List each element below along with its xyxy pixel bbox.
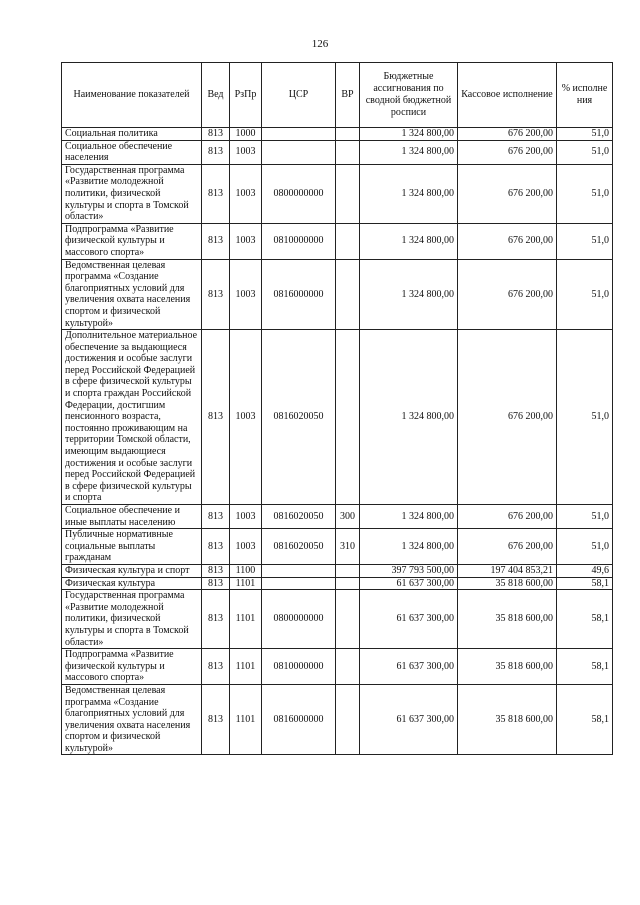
header-ved: Вед	[202, 63, 230, 128]
cell-vr	[336, 164, 360, 223]
cell-cash: 676 200,00	[458, 529, 557, 565]
cell-cash: 676 200,00	[458, 223, 557, 259]
header-csr: ЦСР	[262, 63, 336, 128]
table-row	[62, 223, 613, 259]
cell-csr: 0800000000	[262, 164, 336, 223]
cell-vr	[336, 140, 360, 164]
header-cash: Кассовое исполнение	[458, 63, 557, 128]
cell-ved: 813	[202, 564, 230, 577]
cell-vr	[336, 564, 360, 577]
table-row	[62, 649, 613, 685]
cell-rzpr: 1000	[230, 128, 262, 141]
cell-cash: 35 818 600,00	[458, 590, 557, 649]
cell-csr: 0810000000	[262, 223, 336, 259]
cell-cash: 35 818 600,00	[458, 649, 557, 685]
table-row	[62, 577, 613, 590]
cell-name: Государственная программа «Развитие молодежной политики, физической культуры и спорта в Томской области»	[62, 590, 202, 649]
cell-csr	[262, 577, 336, 590]
cell-budget: 1 324 800,00	[360, 164, 458, 223]
cell-rzpr: 1100	[230, 564, 262, 577]
cell-cash: 35 818 600,00	[458, 577, 557, 590]
cell-rzpr: 1101	[230, 577, 262, 590]
cell-cash: 676 200,00	[458, 128, 557, 141]
cell-budget: 1 324 800,00	[360, 128, 458, 141]
cell-budget: 1 324 800,00	[360, 505, 458, 529]
header-vr: ВР	[336, 63, 360, 128]
cell-cash: 676 200,00	[458, 330, 557, 505]
budget-table	[61, 62, 613, 755]
cell-cash: 197 404 853,21	[458, 564, 557, 577]
cell-cash: 676 200,00	[458, 505, 557, 529]
cell-rzpr: 1003	[230, 529, 262, 565]
table-row	[62, 128, 613, 141]
cell-budget: 1 324 800,00	[360, 223, 458, 259]
table-body	[62, 128, 613, 755]
cell-vr	[336, 649, 360, 685]
cell-ved: 813	[202, 330, 230, 505]
cell-cash: 676 200,00	[458, 259, 557, 330]
cell-pct: 51,0	[557, 259, 613, 330]
table-row	[62, 505, 613, 529]
cell-rzpr: 1003	[230, 223, 262, 259]
cell-name: Государственная программа «Развитие молодежной политики, физической культуры и спорта в Томской области»	[62, 164, 202, 223]
cell-vr	[336, 223, 360, 259]
header-budget: Бюджетные ассигнования по сводной бюджетной росписи	[360, 63, 458, 128]
header-pct: % исполне ния	[557, 63, 613, 128]
cell-pct: 51,0	[557, 128, 613, 141]
cell-budget: 61 637 300,00	[360, 577, 458, 590]
cell-pct: 51,0	[557, 223, 613, 259]
cell-cash: 676 200,00	[458, 164, 557, 223]
table-row	[62, 164, 613, 223]
cell-name: Подпрограмма «Развитие физической культуры и массового спорта»	[62, 649, 202, 685]
cell-ved: 813	[202, 684, 230, 755]
cell-name: Ведомственная целевая программа «Создание благоприятных условий для увеличения охвата населения спортом и физической культурой»	[62, 259, 202, 330]
cell-name: Публичные нормативные социальные выплаты гражданам	[62, 529, 202, 565]
cell-ved: 813	[202, 590, 230, 649]
cell-ved: 813	[202, 223, 230, 259]
cell-vr	[336, 684, 360, 755]
table-row	[62, 140, 613, 164]
cell-ved: 813	[202, 529, 230, 565]
cell-csr: 0816000000	[262, 259, 336, 330]
cell-rzpr: 1003	[230, 505, 262, 529]
cell-csr: 0816020050	[262, 330, 336, 505]
cell-pct: 49,6	[557, 564, 613, 577]
cell-budget: 1 324 800,00	[360, 259, 458, 330]
cell-csr: 0816000000	[262, 684, 336, 755]
table-row	[62, 564, 613, 577]
cell-rzpr: 1003	[230, 164, 262, 223]
cell-cash: 676 200,00	[458, 140, 557, 164]
cell-vr	[336, 577, 360, 590]
cell-pct: 51,0	[557, 330, 613, 505]
cell-cash: 35 818 600,00	[458, 684, 557, 755]
cell-name: Подпрограмма «Развитие физической культуры и массового спорта»	[62, 223, 202, 259]
cell-budget: 397 793 500,00	[360, 564, 458, 577]
cell-rzpr: 1003	[230, 140, 262, 164]
cell-vr	[336, 128, 360, 141]
cell-rzpr: 1003	[230, 330, 262, 505]
page-number: 126	[311, 38, 329, 50]
cell-rzpr: 1003	[230, 259, 262, 330]
cell-budget: 1 324 800,00	[360, 140, 458, 164]
header-name: Наименование показателей	[62, 63, 202, 128]
cell-name: Дополнительное материальное обеспечение за выдающиеся достижения и особые заслуги перед Российской Федерацией в сфере физической культуры и спорта граждан Российской Федерации, достигшим пенсионного возраста, постоянно проживающим на территории Томской области, имеющим выдающиеся достижения и особые заслуги перед Российской Федерацией в сфере физической культуры и спорта	[62, 330, 202, 505]
cell-budget: 1 324 800,00	[360, 330, 458, 505]
cell-name: Социальное обеспечение населения	[62, 140, 202, 164]
cell-ved: 813	[202, 505, 230, 529]
cell-pct: 51,0	[557, 529, 613, 565]
cell-ved: 813	[202, 140, 230, 164]
cell-vr	[336, 259, 360, 330]
cell-csr: 0816020050	[262, 505, 336, 529]
table-row	[62, 590, 613, 649]
cell-pct: 58,1	[557, 590, 613, 649]
table-row	[62, 259, 613, 330]
cell-rzpr: 1101	[230, 649, 262, 685]
cell-name: Социальное обеспечение и иные выплаты населению	[62, 505, 202, 529]
cell-csr	[262, 564, 336, 577]
cell-vr	[336, 330, 360, 505]
cell-pct: 58,1	[557, 649, 613, 685]
cell-vr	[336, 590, 360, 649]
cell-csr: 0816020050	[262, 529, 336, 565]
table-header-row	[62, 63, 613, 128]
cell-name: Физическая культура	[62, 577, 202, 590]
cell-vr: 300	[336, 505, 360, 529]
cell-ved: 813	[202, 649, 230, 685]
cell-pct: 58,1	[557, 684, 613, 755]
cell-rzpr: 1101	[230, 590, 262, 649]
cell-csr	[262, 128, 336, 141]
header-rzpr: РзПр	[230, 63, 262, 128]
cell-rzpr: 1101	[230, 684, 262, 755]
cell-vr: 310	[336, 529, 360, 565]
cell-csr	[262, 140, 336, 164]
cell-name: Ведомственная целевая программа «Создание благоприятных условий для увеличения охвата населения спортом и физической культурой»	[62, 684, 202, 755]
cell-pct: 58,1	[557, 577, 613, 590]
cell-pct: 51,0	[557, 164, 613, 223]
cell-ved: 813	[202, 128, 230, 141]
cell-budget: 61 637 300,00	[360, 684, 458, 755]
cell-budget: 61 637 300,00	[360, 649, 458, 685]
cell-name: Социальная политика	[62, 128, 202, 141]
table-row	[62, 529, 613, 565]
cell-name: Физическая культура и спорт	[62, 564, 202, 577]
cell-budget: 1 324 800,00	[360, 529, 458, 565]
cell-ved: 813	[202, 259, 230, 330]
cell-budget: 61 637 300,00	[360, 590, 458, 649]
cell-ved: 813	[202, 164, 230, 223]
table-row	[62, 684, 613, 755]
cell-ved: 813	[202, 577, 230, 590]
cell-pct: 51,0	[557, 140, 613, 164]
cell-pct: 51,0	[557, 505, 613, 529]
table-row	[62, 330, 613, 505]
cell-csr: 0800000000	[262, 590, 336, 649]
cell-csr: 0810000000	[262, 649, 336, 685]
